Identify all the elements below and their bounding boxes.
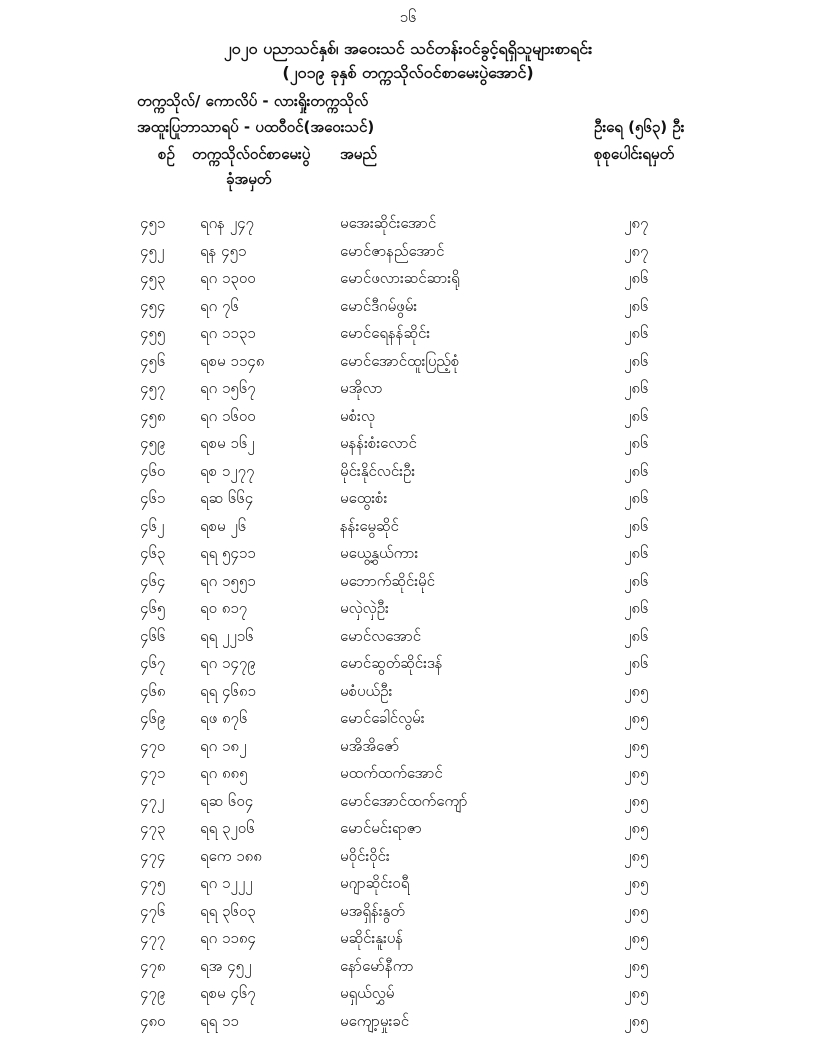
total-marks: ၂၈၇ <box>624 241 649 260</box>
table-row <box>0 485 816 513</box>
row-number: ၄၆၂ <box>140 516 165 535</box>
roll-number: ရဂ ၁၅၅၁ <box>200 571 256 590</box>
row-number: ၄၅၂ <box>140 241 165 260</box>
total-count: ဦးရေ (၅၆၃) ဦး <box>594 118 685 136</box>
row-number: ၄၅၆ <box>140 351 166 370</box>
roll-number: ရစမ ၁၁၄၈ <box>200 351 265 370</box>
total-marks: ၂၈၅ <box>624 736 649 755</box>
university-line: တက္ကသိုလ်/ ကောလိပ် - လားရှိုးတက္ကသိုလ် <box>137 92 369 110</box>
roll-number: ရဆ ၆၀၄ <box>200 791 254 810</box>
roll-number: ရဂ ၇၆ <box>200 296 239 315</box>
student-name: မထွေးစံး <box>340 489 388 507</box>
student-name: မအိုလာ <box>340 379 383 397</box>
roll-number: ရဂ ၁၃၀၀ <box>200 269 256 287</box>
student-name: မလှဲလှဲဦး <box>340 599 389 617</box>
student-name: မကျော့မှုးခင် <box>340 1011 410 1030</box>
student-name: မောင်မင်းရာဇာ <box>340 819 422 837</box>
table-row <box>0 293 816 321</box>
roll-number: ရကေ ၁၈၈ <box>200 846 262 865</box>
table-row <box>0 513 816 541</box>
table-row <box>0 595 816 623</box>
total-marks: ၂၈၅ <box>624 681 649 700</box>
student-name: မယွေ့နွယ်ကား <box>340 544 419 562</box>
roll-number: ရဂ ၁၈၂ <box>200 736 247 755</box>
student-name: မောင်ခေါင်လွမ်း <box>340 709 425 727</box>
column-header-roll-line2: ခုံအမှတ် <box>226 170 272 188</box>
total-marks: ၂၈၅ <box>624 874 649 892</box>
column-header-marks: စုစုပေါင်းရမှတ် <box>594 145 675 163</box>
student-name: မဆိုင်းနူးပန် <box>340 929 404 947</box>
roll-number: ရဂ ၁၆၀၀ <box>200 406 256 425</box>
table-row <box>0 815 816 843</box>
student-name: မထက်ထက်အောင် <box>340 764 443 782</box>
total-marks: ၂၈၅ <box>624 956 649 975</box>
table-row <box>0 458 816 486</box>
student-name: မအေးဆိုင်းအောင် <box>340 214 437 232</box>
roll-number: ရဂ ၈၈၅ <box>200 764 248 782</box>
total-marks: ၂၈၆ <box>624 516 649 535</box>
row-number: ၄၇၈ <box>140 956 166 975</box>
roll-number: ရဝ ၈၁၇ <box>200 599 248 617</box>
total-marks: ၂၈၆ <box>624 324 649 342</box>
table-row <box>0 320 816 348</box>
roll-number: ရဂ ၁၁၈၄ <box>200 929 256 947</box>
table-row <box>0 430 816 458</box>
student-name: မဝိုင်းဝိုင်း <box>340 846 390 865</box>
row-number: ၄၇၄ <box>140 846 166 865</box>
table-row <box>0 348 816 376</box>
row-number: ၄၆၉ <box>140 709 166 727</box>
total-marks: ၂၈၅ <box>624 846 649 865</box>
roll-number: ရဂ ၁၂၂၂ <box>200 874 253 892</box>
table-row <box>0 238 816 266</box>
student-name: မောင်ဒီဂမ်ဖွမ်း <box>340 296 418 315</box>
student-name: နန်းမွေဆိုင် <box>340 516 399 535</box>
table-row <box>0 540 816 568</box>
table-row <box>0 760 816 788</box>
row-number: ၄၇၁ <box>140 764 166 782</box>
row-number: ၄၇၃ <box>140 819 166 837</box>
row-number: ၄၆၀ <box>140 461 166 480</box>
roll-number: ရဂ ၁၁၃၁ <box>200 324 256 342</box>
total-marks: ၂၈၆ <box>624 461 649 480</box>
student-name: မောင်ဆွတ်ဆိုင်းဒန် <box>340 654 443 672</box>
total-marks: ၂၈၆ <box>624 571 649 590</box>
total-marks: ၂၈၅ <box>624 1011 649 1030</box>
student-name: မစံးလု <box>340 406 375 425</box>
total-marks: ၂၈၆ <box>624 654 649 672</box>
row-number: ၄၅၃ <box>140 269 166 287</box>
document-title: ၂၀၂၀ ပညာသင်နှစ်၊ အဝေးသင် သင်တန်းဝင်ခွင့်ရရှိသူများစာရင်း <box>223 39 593 58</box>
row-number: ၄၇၉ <box>140 984 166 1002</box>
total-marks: ၂၈၅ <box>624 791 649 810</box>
student-name: မောင်ဇာနည်အောင် <box>340 241 445 260</box>
total-marks: ၂၈၅ <box>624 901 649 920</box>
row-number: ၄၆၃ <box>140 544 166 562</box>
total-marks: ၂၈၆ <box>624 269 649 287</box>
table-row <box>0 953 816 981</box>
row-number: ၄၈၀ <box>140 1011 166 1030</box>
table-row <box>0 210 816 238</box>
major-line: အထူးပြုဘာသာရပ် - ပထဝီဝင်(အဝေးသင်) <box>137 118 375 136</box>
row-number: ၄၅၁ <box>140 214 166 232</box>
document-subtitle: (၂၀၁၉ ခုနှစ် တက္ကသိုလ်ဝင်စာမေးပွဲအောင်) <box>282 63 534 82</box>
student-name: မောင်လအောင် <box>340 626 422 645</box>
table-row <box>0 980 816 1008</box>
roll-number: ရရ ၅၄၁၁ <box>200 544 256 562</box>
row-number: ၄၆၈ <box>140 681 166 700</box>
roll-number: ရစမ ၄၆၇ <box>200 984 256 1002</box>
roll-number: ရဂ ၁၄၇၉ <box>200 654 256 672</box>
total-marks: ၂၈၅ <box>624 764 649 782</box>
total-marks: ၂၈၅ <box>624 929 649 947</box>
total-marks: ၂၈၆ <box>624 296 649 315</box>
table-row <box>0 623 816 651</box>
student-name: မောင်ဖလားဆင်ဆားရို <box>340 269 460 287</box>
total-marks: ၂၈၆ <box>624 351 649 370</box>
student-name: မစံပယ်ဦး <box>340 681 393 700</box>
total-marks: ၂၈၅ <box>624 709 649 727</box>
student-name: မောင်ရေနန်ဆိုင်း <box>340 324 431 342</box>
row-number: ၄၆၇ <box>140 654 166 672</box>
table-row <box>0 925 816 953</box>
student-name: မိုင်းနိုင်လင်းဦး <box>340 461 416 480</box>
table-row <box>0 568 816 596</box>
row-number: ၄၇၆ <box>140 901 166 920</box>
total-marks: ၂၈၆ <box>624 406 649 425</box>
student-name: မရှယ်လွှမ် <box>340 984 395 1002</box>
table-row <box>0 650 816 678</box>
student-list <box>0 210 816 1035</box>
table-row <box>0 788 816 816</box>
total-marks: ၂၈၅ <box>624 984 649 1002</box>
table-row <box>0 403 816 431</box>
column-header-no: စဉ် <box>158 145 175 163</box>
roll-number: ရစမ ၁၆၂ <box>200 434 255 452</box>
row-number: ၄၅၉ <box>140 434 166 452</box>
roll-number: ရစမ ၂၆ <box>200 516 247 535</box>
total-marks: ၂၈၆ <box>624 626 649 645</box>
student-name: မဂျာဆိုင်းဝရီ <box>340 874 410 892</box>
table-row <box>0 678 816 706</box>
table-row <box>0 843 816 871</box>
roll-number: ရအ ၄၅၂ <box>200 956 252 975</box>
total-marks: ၂၈၆ <box>624 489 649 507</box>
row-number: ၄၆၄ <box>140 571 166 590</box>
roll-number: ရရ ၂၂၁၆ <box>200 626 254 645</box>
student-name: မအိအိဇော် <box>340 736 400 755</box>
column-header-name: အမည် <box>340 145 377 163</box>
row-number: ၄၅၅ <box>140 324 166 342</box>
row-number: ၄၇၂ <box>140 791 165 810</box>
table-row <box>0 705 816 733</box>
row-number: ၄၇၀ <box>140 736 166 755</box>
roll-number: ရရ ၁၁ <box>200 1011 239 1030</box>
page-number: ၁၆ <box>399 8 417 26</box>
total-marks: ၂၈၅ <box>624 819 649 837</box>
roll-number: ရဆ ၆၆၄ <box>200 489 254 507</box>
table-row <box>0 265 816 293</box>
column-header-roll: တက္ကသိုလ်ဝင်စာမေးပွဲ <box>192 145 311 163</box>
table-row <box>0 375 816 403</box>
roll-number: ရန ၄၅၁ <box>200 241 247 260</box>
student-name: နော်မော်နီကာ <box>340 956 414 975</box>
table-row <box>0 1008 816 1036</box>
roll-number: ရဂ ၁၅၆၇ <box>200 379 256 397</box>
roll-number: ရရ ၃၂၀၆ <box>200 819 255 837</box>
total-marks: ၂၈၆ <box>624 599 649 617</box>
total-marks: ၂၈၇ <box>624 214 649 232</box>
row-number: ၄၇၅ <box>140 874 166 892</box>
roll-number: ရရ ၄၆၈၁ <box>200 681 256 700</box>
total-marks: ၂၈၆ <box>624 379 649 397</box>
row-number: ၄၆၆ <box>140 626 166 645</box>
row-number: ၄၇၇ <box>140 929 166 947</box>
roll-number: ရစ ၁၂၇၇ <box>200 461 255 480</box>
roll-number: ရရ ၃၆၀၃ <box>200 901 256 920</box>
table-row <box>0 898 816 926</box>
row-number: ၄၅၄ <box>140 296 166 315</box>
roll-number: ရဖ ၈၇၆ <box>200 709 248 727</box>
row-number: ၄၅၈ <box>140 406 166 425</box>
row-number: ၄၆၅ <box>140 599 166 617</box>
row-number: ၄၆၁ <box>140 489 166 507</box>
student-name: မအရှိန်းနွတ် <box>340 901 405 920</box>
row-number: ၄၅၇ <box>140 379 166 397</box>
total-marks: ၂၈၆ <box>624 544 649 562</box>
table-row <box>0 733 816 761</box>
student-name: မဘောက်ဆိုင်းမိုင် <box>340 571 435 590</box>
table-row <box>0 870 816 898</box>
total-marks: ၂၈၆ <box>624 434 649 452</box>
roll-number: ရဂန ၂၄၇ <box>200 214 254 232</box>
student-name: မနန်းစံးလောင် <box>340 434 417 452</box>
student-name: မောင်အောင်ထက်ကျော် <box>340 791 468 810</box>
student-name: မောင်အောင်ထူးပြည့်စုံ <box>340 351 460 370</box>
